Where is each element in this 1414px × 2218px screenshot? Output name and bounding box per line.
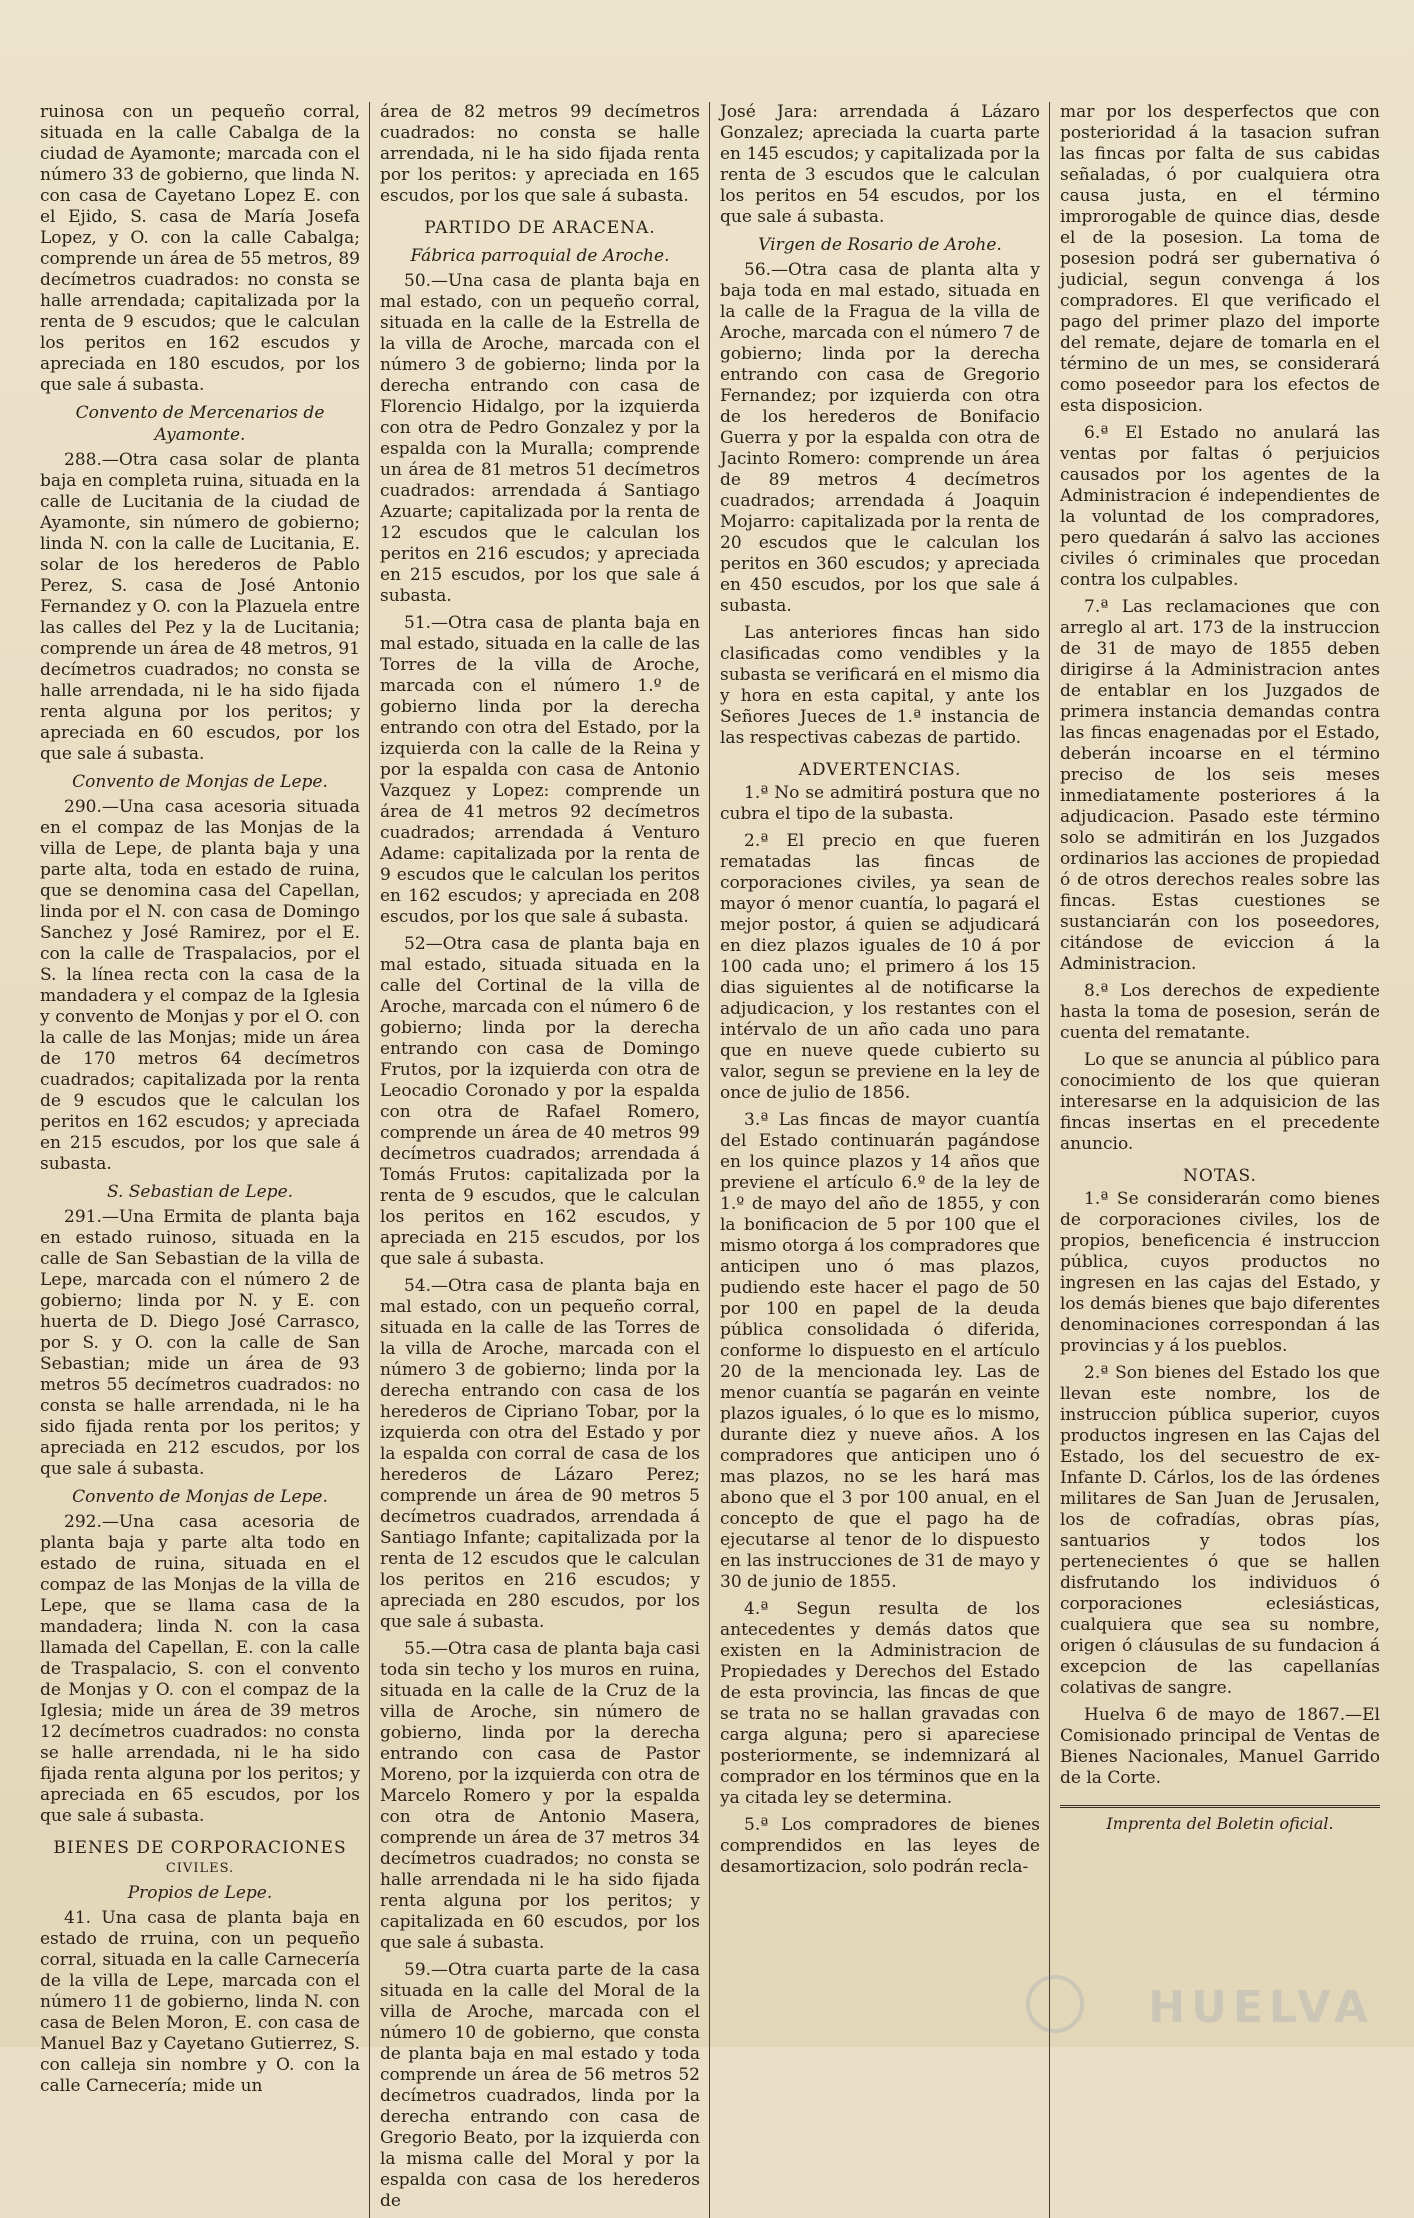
section-heading: Convento de Monjas de Lepe. — [72, 1487, 328, 1507]
paragraph: área de 82 metros 99 decímetros cuadrados: no consta se halle arrendada, ni le ha sido fijada renta por los peritos: y apreciada en 165 escudos, por los que sale á subasta. — [380, 102, 700, 206]
section-heading: Convento de Mercenarios de Ayamonte. — [75, 403, 325, 445]
text-columns — [40, 102, 1380, 2211]
paragraph: 1.ª No se admitirá postura que no cubra el tipo de la subasta. — [720, 783, 1040, 824]
paragraph: José Jara: arrendada á Lázaro Gonzalez; apreciada la cuarta parte en 145 escudos; y capitalizada por la renta de 3 escudos que le calculan los peritos en 54 escudos, por los que sale á subasta. — [720, 102, 1040, 227]
paragraph: 290.—Una casa acesoria situada en el compaz de las Monjas de la villa de Lepe, de planta baja y una parte alta, toda en estado de ruina, que se denomina casa del Capellan, linda por el N. con casa de Domingo Sanchez y José Ramirez, por el E. con la calle de Traspalacios, por el S. la línea recta con la casa de la mandadera y el compaz de la Iglesia y convento de Monjas y por el O. con la calle de las Monjas; mide un área de 170 metros 64 decímetros cuadrados; capitalizada por la renta de 9 escudos que le calculan los peritos en 162 escudos; y apreciada en 215 escudos, por los que sale á subasta. — [40, 797, 360, 1174]
printer-line: Imprenta del Boletin oficial. — [1106, 1814, 1334, 1833]
paragraph: 2.ª Son bienes del Estado los que llevan este nombre, los de instruccion pública superior, cuyos productos ingresen en las Cajas del Estado, los del secuestro de ex-Infante D. Cárlos, los de las órdenes militares de San Juan de Jerusalen, los de cofradías, obras pías, santuarios y todos los pertenecientes ó que se hallen disfrutando los individuos ó corporaciones eclesiásticas, cualquiera que sea su nombre, origen ó cláusulas de su fundacion á excepcion de las capellanías colativas de sangre. — [1060, 1363, 1380, 1698]
paragraph: 50.—Una casa de planta baja en mal estado, con un pequeño corral, situada en la calle de la Estrella de la villa de Aroche, marcada con el número 3 de gobierno; linda por la derecha entrando con casa de Florencio Hidalgo, por la izquierda con otra de Pedro Gonzalez y por la espalda con la Muralla; comprende un área de 81 metros 51 decímetros cuadrados: arrendada á Santiago Azuarte; capitalizada por la renta de 12 escudos que le calculan los peritos en 216 escudos; y apreciada en 215 escudos, por los que sale á subasta. — [380, 271, 700, 606]
paragraph: 8.ª Los derechos de expediente hasta la toma de posesion, serán de cuenta del rematante. — [1060, 981, 1380, 1043]
section-heading: Convento de Monjas de Lepe. — [72, 772, 328, 792]
signature-paragraph: Huelva 6 de mayo de 1867.—El Comisionado principal de Ventas de Bienes Nacionales, Manuel Garrido de la Corte. — [1060, 1705, 1380, 1788]
paragraph: 288.—Otra casa solar de planta baja en completa ruina, situada en la calle de Lucitania de la ciudad de Ayamonte, sin número de gobierno; linda N. con la calle de Lucitania, E. solar de los herederos de Pablo Perez, S. casa de José Antonio Fernandez y O. con la Plazuela entre las calles del Pez y la de Lucitania; comprende un área de 48 metros, 91 decímetros cuadrados; no consta se halle arrendada, ni le ha sido fijada renta alguna por los peritos; y apreciada en 60 escudos, por los que sale á subasta. — [40, 450, 360, 764]
paragraph: 55.—Otra casa de planta baja casi toda sin techo y los muros en ruina, situada en la calle de la Cruz de la villa de Aroche, sin número de gobierno, linda por la derecha entrando con casa de Pastor Moreno, por la izquierda con otra de Marcelo Romero y por la espalda con otra de Antonio Masera, comprende un área de 37 metros 34 decímetros cuadrados; no consta se halle arrendada ni le ha sido fijada renta alguna por los peritos; y capitalizada en 60 escudos, por los que sale á subasta. — [380, 1639, 700, 1953]
paragraph: Lo que se anuncia al público para conocimiento de los que quieran interesarse en la adquisicion de las fincas insertas en el precedente anuncio. — [1060, 1050, 1380, 1154]
section-title: ADVERTENCIAS. — [798, 760, 962, 780]
section-heading: Virgen de Rosario de Arohe. — [758, 235, 1002, 255]
paragraph: 41. Una casa de planta baja en estado de rruina, con un pequeño corral, situada en la calle Carnecería de la villa de Lepe, marcada con el número 11 de gobierno, linda N. con casa de Belen Moron, E. con casa de Manuel Baz y Cayetano Gutierrez, S. con calleja sin nombre y O. con la calle Carnecería; mide un — [40, 1908, 360, 2096]
section-heading: S. Sebastian de Lepe. — [106, 1182, 294, 1202]
section-title: BIENES DE CORPORACIONES — [53, 1838, 347, 1858]
paragraph: 56.—Otra casa de planta alta y baja toda en mal estado, situada en la calle de la Fragua de la villa de Aroche, marcada con el número 7 de gobierno; linda por la derecha entrando con casa de Gregorio Fernandez; por izquierda con otra de los herederos de Bonifacio Guerra y por la espalda con otra de Jacinto Romero: comprende un área de 89 metros 4 decímetros cuadrados; arrendada á Joaquin Mojarro: capitalizada por la renta de 20 escudos que le calculan los peritos en 360 escudos; y apreciada en 450 escudos, por los que sale á subasta. — [720, 260, 1040, 616]
paragraph: Las anteriores fincas han sido clasificadas como vendibles y la subasta se verificará en el mismo dia y hora en esta capital, y ante los Señores Jueces de 1.ª instancia de las respectivas cabezas de partido. — [720, 623, 1040, 748]
section-title: PARTIDO DE ARACENA. — [424, 218, 656, 238]
paragraph: 292.—Una casa acesoria de planta baja y parte alta todo en estado de ruina, situada en el compaz de las Monjas de la villa de Lepe, que se llama casa de la mandadera; linda N. con la casa llamada del Capellan, E. con la calle de Traspalacio, S. con el convento de Monjas y O. con el compaz de la Iglesia; mide un área de 39 metros 12 decímetros cuadrados: no consta se halle arrendada, ni le ha sido fijada renta alguna por los peritos; y apreciada en 65 escudos, por los que sale á subasta. — [40, 1512, 360, 1826]
column-1 — [40, 102, 360, 2218]
paragraph: 3.ª Las fincas de mayor cuantía del Estado continuarán pagándose en los quince plazos y 14 años que previene el artículo 6.º de la ley de 1.º de mayo del año de 1855, y con la bonificacion de 5 por 100 que el mismo otorga á los compradores que anticipen uno ó mas plazos, pudiendo este hacer el pago de 50 por 100 en papel de la deuda pública consolidada ó diferida, conforme lo dispuesto en el artículo 20 de la mencionada ley. Las de menor cuantía se pagarán en veinte plazos iguales, ó lo que es lo mismo, durante diez y nueve años. A los compradores que anticipen uno ó mas plazos, no se les hará mas abono que el 3 por 100 anual, en el concepto de que el pago ha de ejecutarse al tenor de lo dispuesto en las instrucciones de 31 de mayo y 30 de junio de 1855. — [720, 1110, 1040, 1592]
paragraph: 51.—Otra casa de planta baja en mal estado, situada en la calle de las Torres de la villa de Aroche, marcada con el número 1.º de gobierno linda por la derecha entrando con otra del Estado, por la izquierda con la calle de la Reina y por la espalda con casa de Antonio Vazquez y Lopez: comprende un área de 41 metros 92 decímetros cuadrados; arrendada á Venturo Adame: capitalizada por la renta de 9 escudos que le calculan los peritos en 162 escudos; y apreciada en 208 escudos, por los que sale á subasta. — [380, 613, 700, 927]
watermark-seal-icon — [1026, 1975, 1084, 2033]
paragraph: 2.ª El precio en que fueren rematadas las fincas de corporaciones civiles, ya sean de mayor ó menor cuantía, lo pagará el mejor postor, á quien se adjudicará en diez plazos iguales de 10 á por 100 cada uno; el primero á los 15 dias siguientes al de notificarse la adjudicacion, y los restantes con el intérvalo de un año cada uno para que en nueve quede cubierto su valor, segun se previene en la ley de once de julio de 1856. — [720, 831, 1040, 1103]
paragraph: ruinosa con un pequeño corral, situada en la calle Cabalga de la ciudad de Ayamonte; marcada con el número 33 de gobierno, que linda N. con casa de Cayetano Lopez E. con el Ejido, S. casa de María Josefa Lopez, y O. con la calle Cabalga; comprende un área de 55 metros, 89 decímetros cuadrados: no consta se halle arrendada; capitalizada por la renta de 9 escudos; que le calculan los peritos en 162 escudos y apreciada en 180 escudos, por los que sale á subasta. — [40, 102, 360, 395]
paragraph: mar por los desperfectos que con posterioridad á la tasacion sufran las fincas por falta de sus cabidas señaladas, ó por cualquiera otra causa justa, en el término improrogable de quince dias, desde el de la posesion. La toma de posesion podrá ser gubernativa ó judicial, segun convenga á los compradores. El que verificado el pago del primer plazo del importe del remate, dejare de tomarla en el término de un mes, se considerará como poseedor para los efectos de esta disposicion. — [1060, 102, 1380, 416]
section-heading: Propios de Lepe. — [127, 1883, 273, 1903]
section-heading: Fábrica parroquial de Aroche. — [410, 246, 670, 266]
watermark: HUELVA — [1148, 1982, 1374, 2033]
paragraph: 1.ª Se considerarán como bienes de corporaciones civiles, los de propios, beneficencia é instruccion pública, cuyos productos no ingresen en las cajas del Estado, y los demás bienes que bajo diferentes denominaciones correspondan á las provincias y á los pueblos. — [1060, 1189, 1380, 1356]
paragraph: 54.—Otra casa de planta baja en mal estado, con un pequeño corral, situada en la calle de las Torres de la villa de Aroche, marcada con el número 3 de gobierno; linda por la derecha entrando con casa de los herederos de Cipriano Tobar, por la izquierda con otra del Estado y por la espalda con corral de casa de los herederos de Lázaro Perez; comprende un área de 90 metros 5 decímetros cuadrados, arrendada á Santiago Infante; capitalizada por la renta de 12 escudos que le calculan los peritos en 216 escudos; y apreciada en 280 escudos, por los que sale á subasta. — [380, 1276, 700, 1632]
paragraph: 59.—Otra cuarta parte de la casa situada en la calle del Moral de la villa de Aroche, marcada con el número 10 de gobierno, que consta de planta baja en mal estado y toda comprende un área de 56 metros 52 decímetros cuadrados, linda por la derecha entrando con casa de Gregorio Beato, por la izquierda con la misma calle del Moral y por la espalda con casa de los herederos de — [380, 1960, 700, 2211]
paragraph: 4.ª Segun resulta de los antecedentes y demás datos que existen en la Administracion de Propiedades y Derechos del Estado de esta provincia, las fincas de que se trata no se hallan gravadas con carga alguna; pero si apareciese posteriormente, se indemnizará al comprador en los términos que en la ya citada ley se determina. — [720, 1599, 1040, 1808]
paragraph: 291.—Una Ermita de planta baja en estado ruinoso, situada en la calle de San Sebastian de la villa de Lepe, marcada con el número 2 de gobierno; linda por N. y E. con huerta de D. Diego José Carrasco, por S. y O. con la calle de San Sebastian; mide un área de 93 metros 55 decímetros cuadrados: no consta se halle arrendada, ni le ha sido fijada renta por los peritos; y apreciada en 212 escudos, por los que sale á subasta. — [40, 1207, 360, 1479]
column-2 — [380, 102, 700, 2218]
section-title: NOTAS. — [1183, 1166, 1257, 1186]
paragraph: 7.ª Las reclamaciones que con arreglo al art. 173 de la instruccion de 31 de mayo de 1855 deben dirigirse á la Administracion antes de entablar en los Juzgados de primera instancia demandas contra las fincas enagenadas por el Estado, deberán incoarse en el término preciso de los seis meses inmediatamente posteriores á la adjudicacion. Pasado este término solo se admitirán en los Juzgados ordinarios las acciones de propiedad ó de otros derechos reales sobre las fincas. Estas cuestiones se sustanciarán con los poseedores, citándose de eviccion á la Administracion. — [1060, 597, 1380, 974]
section-subtitle: CIVILES. — [165, 1861, 235, 1876]
paragraph: 6.ª El Estado no anulará las ventas por faltas ó perjuicios causados por los agentes de la Administracion é independientes de la voluntad de los compradores, pero quedarán á salvo las acciones civiles ó criminales que procedan contra los culpables. — [1060, 423, 1380, 590]
paragraph: 5.ª Los compradores de bienes comprendidos en las leyes de desamortizacion, solo podrán recla- — [720, 1815, 1040, 1877]
column-4 — [1060, 102, 1380, 2218]
divider — [1060, 1805, 1380, 1808]
column-3 — [720, 102, 1040, 2218]
paragraph: 52—Otra casa de planta baja en mal estado, situada situada en la calle del Cortinal de la villa de Aroche, marcada con el número 6 de gobierno; linda por la derecha entrando con casa de Domingo Frutos, por la izquierda con otra de Leocadio Coronado y por la espalda con otra de Rafael Romero, comprende un área de 40 metros 99 decímetros cuadrados; arrendada á Tomás Frutos: capitalizada por la renta de 9 escudos, que le calculan los peritos en 162 escudos, y apreciada en 215 escudos, por los que sale á subasta. — [380, 934, 700, 1269]
